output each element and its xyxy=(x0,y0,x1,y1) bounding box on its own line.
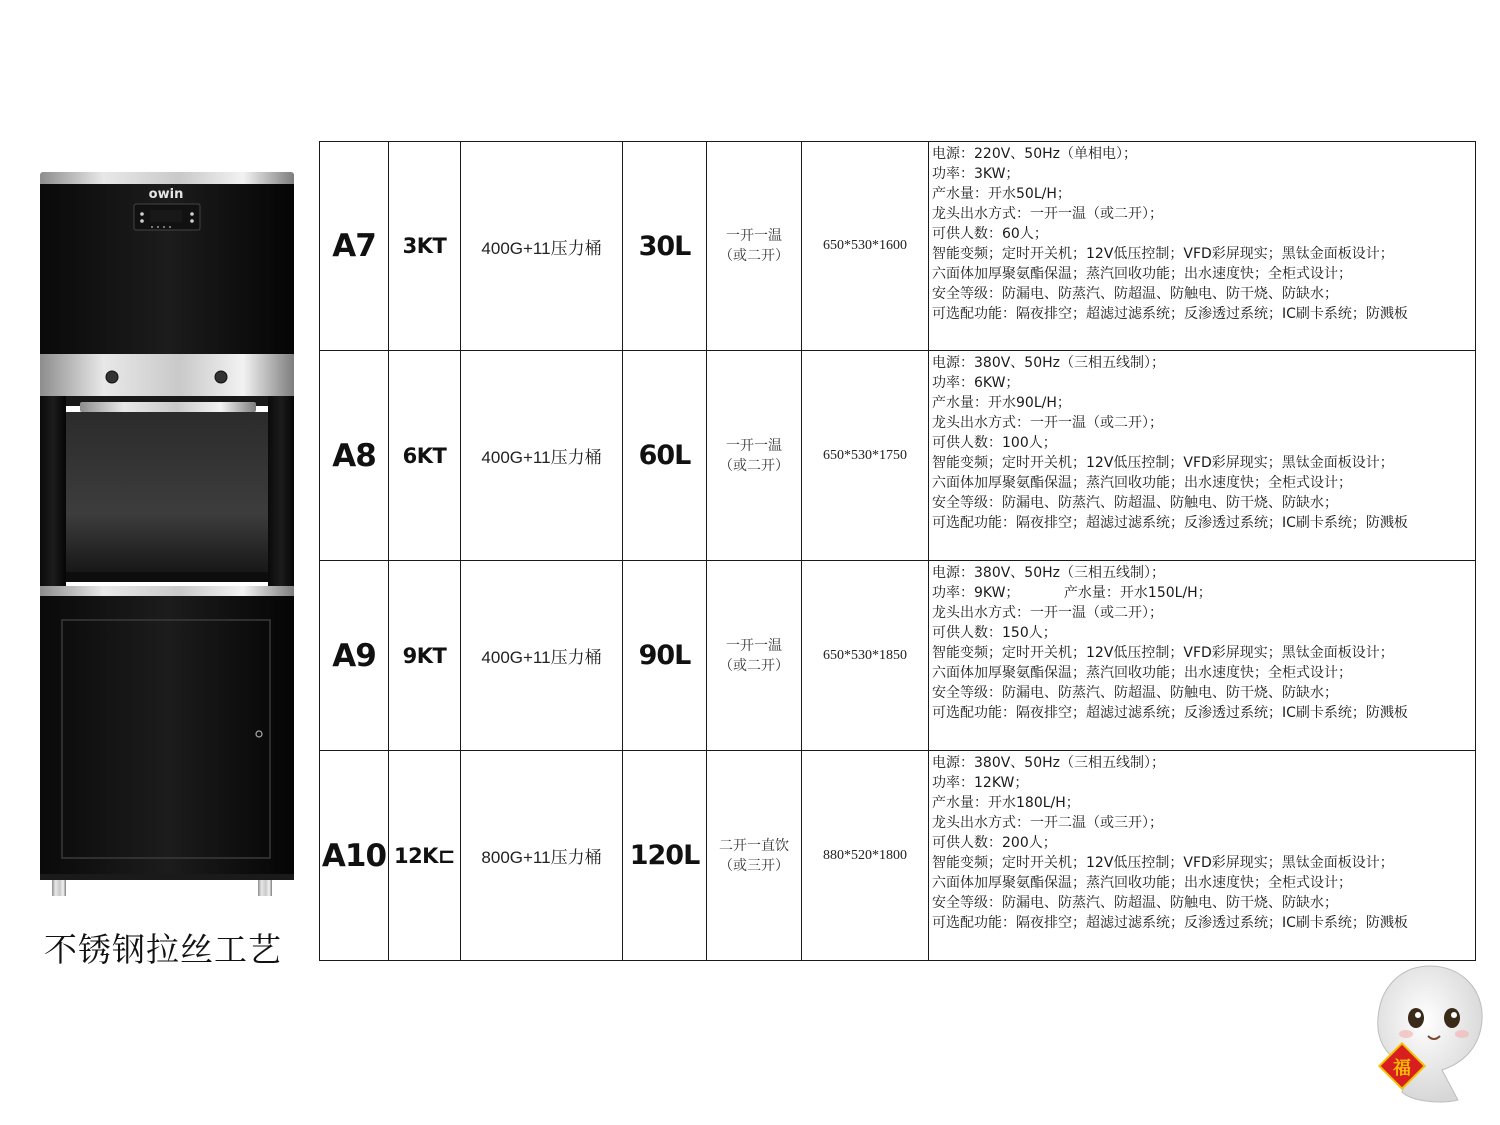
spec-table xyxy=(319,141,1476,961)
desc-cell xyxy=(929,751,1476,961)
tap-line: （或二开） xyxy=(719,457,789,474)
desc-line: 安全等级：防漏电、防蒸汽、防超温、防触电、防干烧、防缺水； xyxy=(932,286,1338,302)
tank-cell: 400G+11压力桶 xyxy=(461,351,623,561)
desc-line: 六面体加厚聚氨酯保温；蒸汽回收功能；出水速度快；全柜式设计； xyxy=(932,875,1352,891)
desc-line: 智能变频；定时开关机；12V低压控制；VFD彩屏现实；黑钛金面板设计； xyxy=(932,246,1394,262)
image-caption: 不锈钢拉丝工艺 xyxy=(44,930,282,969)
desc-cell xyxy=(929,351,1476,561)
desc-line: 产水量：开水50L/H； xyxy=(932,186,1071,202)
tank-cell: 800G+11压力桶 xyxy=(461,751,623,961)
desc-line: 六面体加厚聚氨酯保温；蒸汽回收功能；出水速度快；全柜式设计； xyxy=(932,475,1352,491)
table-row xyxy=(320,351,1476,561)
desc-line: 电源：380V、50Hz（三相五线制）； xyxy=(932,755,1165,771)
tap-cell xyxy=(707,142,802,351)
desc-line: 智能变频；定时开关机；12V低压控制；VFD彩屏现实；黑钛金面板设计； xyxy=(932,455,1394,471)
tap-line: 一开一温 xyxy=(726,437,782,454)
desc-cell xyxy=(929,142,1476,351)
tap-line: 一开一温 xyxy=(726,228,782,244)
desc-line: 六面体加厚聚氨酯保温；蒸汽回收功能；出水速度快；全柜式设计； xyxy=(932,665,1352,681)
power-cell: 9KT xyxy=(389,561,461,751)
size-cell: 880*520*1800 xyxy=(802,751,929,961)
desc-line: 电源：380V、50Hz（三相五线制）； xyxy=(932,355,1165,371)
desc-line: 电源：380V、50Hz（三相五线制）； xyxy=(932,565,1165,581)
model-cell: A7 xyxy=(320,142,389,351)
desc-line: 安全等级：防漏电、防蒸汽、防超温、防触电、防干烧、防缺水； xyxy=(932,895,1338,911)
desc-line: 龙头出水方式：一开二温（或三开）； xyxy=(932,815,1163,831)
capacity-cell: 120L xyxy=(623,751,707,961)
desc-line: 龙头出水方式：一开一温（或二开）； xyxy=(932,415,1163,431)
tap-line: 二开一直饮 xyxy=(719,837,789,854)
desc-line: 可选配功能：隔夜排空；超滤过滤系统；反渗透过系统；IC刷卡系统；防溅板 xyxy=(932,915,1408,931)
tank-cell: 400G+11压力桶 xyxy=(461,561,623,751)
tap-line: （或二开） xyxy=(719,248,789,264)
tap-cell xyxy=(707,561,802,751)
desc-cell xyxy=(929,561,1476,751)
desc-line: 可选配功能：隔夜排空；超滤过滤系统；反渗透过系统；IC刷卡系统；防溅板 xyxy=(932,515,1408,531)
desc-line: 龙头出水方式：一开一温（或二开）； xyxy=(932,605,1163,621)
power-cell: 6KT xyxy=(389,351,461,561)
desc-line: 产水量：开水90L/H； xyxy=(932,395,1071,411)
fortune-badge: 福 xyxy=(1393,1058,1411,1079)
product-image xyxy=(36,168,298,900)
desc-line: 功率：3KW； xyxy=(932,166,1020,182)
desc-line: 龙头出水方式：一开一温（或二开）； xyxy=(932,206,1163,222)
desc-line: 功率：6KW； xyxy=(932,375,1020,391)
tap-line: 一开一温 xyxy=(726,637,782,654)
capacity-cell: 60L xyxy=(623,351,707,561)
table-row xyxy=(320,561,1476,751)
desc-line: 可供人数：200人； xyxy=(932,835,1057,851)
desc-line: 可供人数：100人； xyxy=(932,435,1057,451)
model-cell: A9 xyxy=(320,561,389,751)
size-cell: 650*530*1850 xyxy=(802,561,929,751)
desc-line: 安全等级：防漏电、防蒸汽、防超温、防触电、防干烧、防缺水； xyxy=(932,495,1338,511)
table-row xyxy=(320,751,1476,961)
tap-line: （或三开） xyxy=(719,857,789,874)
desc-line: 安全等级：防漏电、防蒸汽、防超温、防触电、防干烧、防缺水； xyxy=(932,685,1338,701)
tap-cell xyxy=(707,351,802,561)
brand-logo: owin xyxy=(148,187,184,202)
desc-line: 智能变频；定时开关机；12V低压控制；VFD彩屏现实；黑钛金面板设计； xyxy=(932,855,1394,871)
desc-line: 功率：9KW； 产水量：开水150L/H； xyxy=(932,585,1212,601)
capacity-cell: 90L xyxy=(623,561,707,751)
power-cell: 12K⊏ xyxy=(389,751,461,961)
desc-line: 六面体加厚聚氨酯保温；蒸汽回收功能；出水速度快；全柜式设计； xyxy=(932,266,1352,282)
desc-line: 可选配功能：隔夜排空；超滤过滤系统；反渗透过系统；IC刷卡系统；防溅板 xyxy=(932,306,1408,322)
desc-line: 可供人数：60人； xyxy=(932,226,1048,242)
model-cell: A10 xyxy=(320,751,389,961)
power-cell: 3KT xyxy=(389,142,461,351)
tap-line: （或二开） xyxy=(719,657,789,674)
tank-cell: 400G+11压力桶 xyxy=(461,142,623,351)
table-row xyxy=(320,142,1476,351)
size-cell: 650*530*1750 xyxy=(802,351,929,561)
desc-line: 功率：12KW； xyxy=(932,775,1029,791)
desc-line: 可供人数：150人； xyxy=(932,625,1057,641)
model-cell: A8 xyxy=(320,351,389,561)
size-cell: 650*530*1600 xyxy=(802,142,929,351)
tap-cell xyxy=(707,751,802,961)
desc-line: 产水量：开水180L/H； xyxy=(932,795,1080,811)
desc-line: 电源：220V、50Hz（单相电）； xyxy=(932,146,1137,162)
desc-line: 可选配功能：隔夜排空；超滤过滤系统；反渗透过系统；IC刷卡系统；防溅板 xyxy=(932,705,1408,721)
capacity-cell: 30L xyxy=(623,142,707,351)
desc-line: 智能变频；定时开关机；12V低压控制；VFD彩屏现实；黑钛金面板设计； xyxy=(932,645,1394,661)
mascot-icon xyxy=(1372,960,1490,1108)
